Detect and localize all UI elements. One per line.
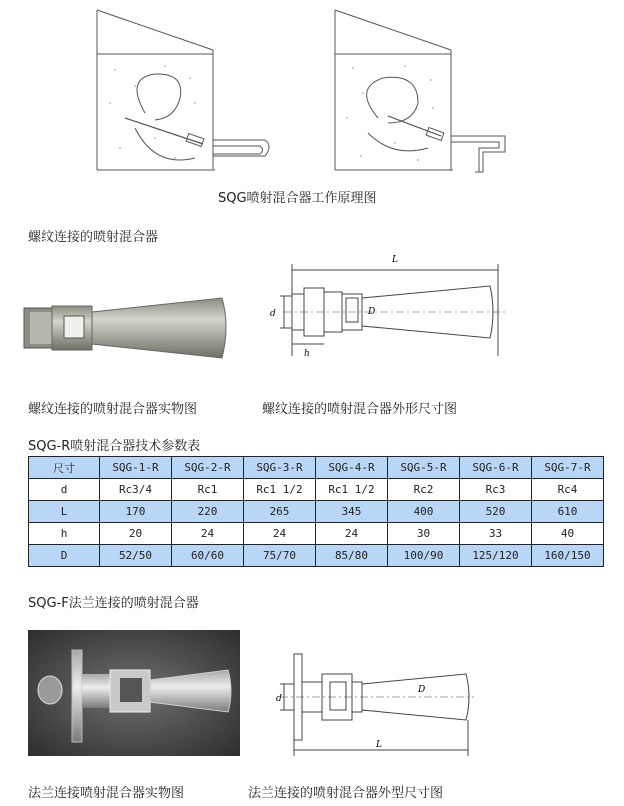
table-cell: Rc3/4: [100, 479, 172, 501]
working-principle-caption: SQG喷射混合器工作原理图: [218, 191, 377, 206]
table-row-d: [29, 479, 604, 501]
flange-drawing-label-D: D: [418, 685, 426, 695]
thread-drawing-label-L: L: [392, 255, 398, 265]
table-cell: 75/70: [244, 545, 316, 567]
table-cell: 265: [244, 501, 316, 523]
table-cell: 125/120: [460, 545, 532, 567]
table-cell: 345: [316, 501, 388, 523]
thread-drawing-label-D: D: [368, 307, 376, 317]
table-cell: 100/90: [388, 545, 460, 567]
table-header-cell: SQG-2-R: [172, 457, 244, 479]
table-header-cell: SQG-4-R: [316, 457, 388, 479]
table-cell: 24: [244, 523, 316, 545]
table-header-row: [29, 457, 604, 479]
table-header-cell: SQG-1-R: [100, 457, 172, 479]
table-cell: 220: [172, 501, 244, 523]
thread-drawing-caption: 螺纹连接的喷射混合器外形尺寸图: [262, 402, 458, 417]
thread-section-heading: 螺纹连接的喷射混合器: [28, 230, 159, 245]
thread-mixer-dimension-drawing: [270, 255, 510, 366]
table-cell: 33: [460, 523, 532, 545]
table-cell: 24: [316, 523, 388, 545]
table-header-cell: SQG-6-R: [460, 457, 532, 479]
table-cell: 60/60: [172, 545, 244, 567]
table-cell: 52/50: [100, 545, 172, 567]
table-row-D: [29, 545, 604, 567]
table-cell: 24: [172, 523, 244, 545]
table-cell: L: [29, 501, 100, 523]
thread-photo-caption: 螺纹连接的喷射混合器实物图: [28, 402, 198, 417]
flange-photo-caption: 法兰连接喷射混合器实物图: [28, 786, 185, 801]
table-header-cell: SQG-7-R: [532, 457, 604, 479]
table-cell: 160/150: [532, 545, 604, 567]
table-cell: Rc1 1/2: [316, 479, 388, 501]
table-cell: Rc2: [388, 479, 460, 501]
table-cell: 400: [388, 501, 460, 523]
table-row-L: [29, 501, 604, 523]
flange-drawing-caption: 法兰连接的喷射混合器外型尺寸图: [248, 786, 444, 801]
table-cell: Rc1: [172, 479, 244, 501]
flange-drawing-label-d: d: [276, 694, 282, 704]
table-header-cell: SQG-3-R: [244, 457, 316, 479]
working-principle-diagram-right: [333, 8, 533, 178]
table-header-cell: SQG-5-R: [388, 457, 460, 479]
table-cell: Rc3: [460, 479, 532, 501]
flange-mixer-dimension-drawing: [270, 652, 480, 762]
working-principle-diagram-left: [95, 8, 295, 178]
table-row-h: [29, 523, 604, 545]
table-cell: 30: [388, 523, 460, 545]
table-cell: Rc1 1/2: [244, 479, 316, 501]
table-cell: h: [29, 523, 100, 545]
flange-drawing-label-L: L: [376, 740, 382, 750]
table-cell: d: [29, 479, 100, 501]
table-cell: 20: [100, 523, 172, 545]
thread-mixer-photo: [22, 290, 232, 370]
flange-section-heading: SQG-F法兰连接的喷射混合器: [28, 596, 199, 611]
table-cell: 170: [100, 501, 172, 523]
table-cell: Rc4: [532, 479, 604, 501]
spec-table: [28, 456, 604, 567]
table-cell: 40: [532, 523, 604, 545]
table-cell: D: [29, 545, 100, 567]
table-header-cell: 尺寸: [29, 457, 100, 479]
flange-mixer-photo: [28, 630, 240, 756]
table-cell: 85/80: [316, 545, 388, 567]
spec-table-title: SQG-R喷射混合器技术参数表: [28, 439, 201, 454]
table-cell: 610: [532, 501, 604, 523]
thread-drawing-label-d: d: [270, 309, 276, 319]
thread-drawing-label-h: h: [304, 349, 310, 359]
table-cell: 520: [460, 501, 532, 523]
